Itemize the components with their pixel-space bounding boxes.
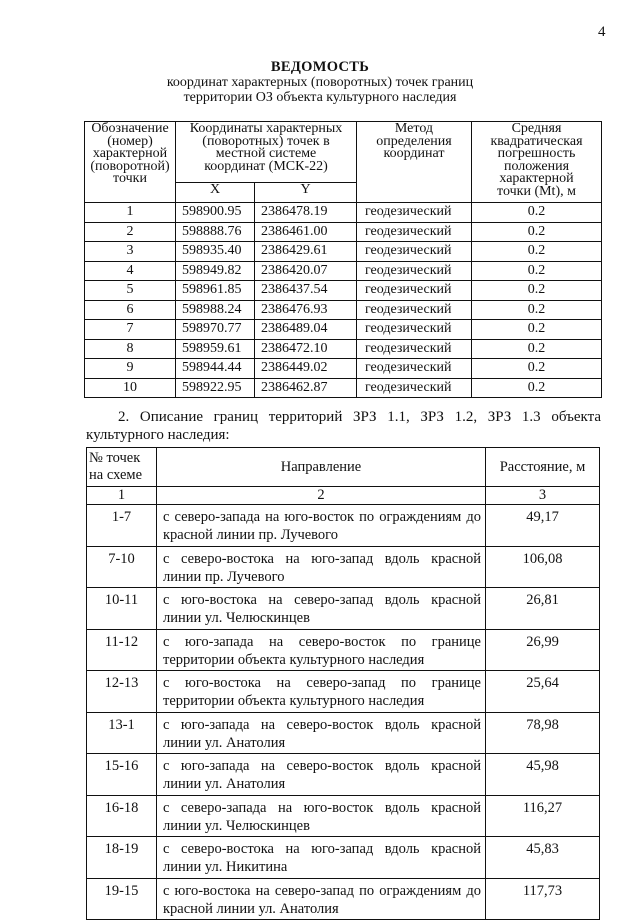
header-point-number: Обозначение (номер) характерной (поворотной) точки — [85, 122, 176, 203]
direction-cell: с северо-востока на юго-запад вдоль красной линии ул. Никитина — [157, 837, 486, 879]
mean-error-cell: 0.2 — [472, 339, 602, 359]
direction-cell: с юго-запада на северо-восток вдоль красной линии ул. Анатолия — [157, 754, 486, 796]
method-cell: геодезический — [357, 359, 472, 379]
table-row — [87, 795, 600, 837]
direction-cell: с юго-запада на северо-восток вдоль красной линии ул. Анатолия — [157, 712, 486, 754]
direction-cell: с северо-запада на юго-восток вдоль красной линии ул. Челюскинцев — [157, 795, 486, 837]
distance-cell: 25,64 — [486, 671, 600, 713]
method-cell: геодезический — [357, 378, 472, 398]
point-number-cell: 5 — [85, 281, 176, 301]
distance-cell: 45,83 — [486, 837, 600, 879]
distance-cell: 45,98 — [486, 754, 600, 796]
column-number-2: 2 — [157, 487, 486, 505]
table-row — [87, 837, 600, 879]
points-cell: 19-15 — [87, 878, 157, 920]
method-cell: геодезический — [357, 320, 472, 340]
method-cell: геодезический — [357, 203, 472, 223]
table-row — [85, 222, 602, 242]
column-number-1: 1 — [87, 487, 157, 505]
points-cell: 15-16 — [87, 754, 157, 796]
y-coordinate-cell: 2386462.87 — [255, 378, 357, 398]
y-coordinate-cell: 2386489.04 — [255, 320, 357, 340]
method-cell: геодезический — [357, 242, 472, 262]
point-number-cell: 1 — [85, 203, 176, 223]
header-mean-error: Средняя квадратическая погрешность положения характерной точки (Mt), м — [472, 122, 602, 203]
y-coordinate-cell: 2386420.07 — [255, 261, 357, 281]
page-number: 4 — [598, 24, 606, 40]
header-method: Метод определения координат — [357, 122, 472, 203]
table-row — [85, 261, 602, 281]
distance-cell: 117,73 — [486, 878, 600, 920]
x-coordinate-cell: 598935.40 — [176, 242, 255, 262]
y-coordinate-cell: 2386437.54 — [255, 281, 357, 301]
table-row — [85, 359, 602, 379]
distance-cell: 78,98 — [486, 712, 600, 754]
x-coordinate-cell: 598961.85 — [176, 281, 255, 301]
section-2-line-1: 2. Описание границ территорий ЗРЗ 1.1, ЗРЗ 1.2, ЗРЗ 1.3 объекта — [118, 409, 601, 425]
table-row — [87, 878, 600, 920]
header-y: Y — [255, 183, 357, 203]
distance-cell: 26,99 — [486, 629, 600, 671]
points-cell: 1-7 — [87, 505, 157, 547]
title-main: ВЕДОМОСТЬ — [270, 59, 370, 75]
points-cell: 16-18 — [87, 795, 157, 837]
x-coordinate-cell: 598949.82 — [176, 261, 255, 281]
title-line-2: координат характерных (поворотных) точек границ — [166, 75, 474, 90]
mean-error-cell: 0.2 — [472, 300, 602, 320]
point-number-cell: 10 — [85, 378, 176, 398]
direction-cell: с северо-востока на юго-запад вдоль красной линии пр. Лучевого — [157, 546, 486, 588]
header-coordinates: Координаты характерных (поворотных) точек в местной системе координат (МСК-22) — [176, 122, 357, 183]
table-row — [85, 300, 602, 320]
direction-cell: с юго-запада на северо-восток по границе территории объекта культурного наследия — [157, 629, 486, 671]
header-x: X — [176, 183, 255, 203]
document-title — [0, 60, 640, 105]
direction-cell: с юго-востока на северо-запад вдоль красной линии ул. Челюскинцев — [157, 588, 486, 630]
method-cell: геодезический — [357, 300, 472, 320]
method-cell: геодезический — [357, 222, 472, 242]
x-coordinate-cell: 598900.95 — [176, 203, 255, 223]
table-row — [85, 378, 602, 398]
y-coordinate-cell: 2386472.10 — [255, 339, 357, 359]
point-number-cell: 2 — [85, 222, 176, 242]
points-cell: 18-19 — [87, 837, 157, 879]
table-row — [87, 712, 600, 754]
coordinates-table — [84, 121, 602, 398]
point-number-cell: 9 — [85, 359, 176, 379]
x-coordinate-cell: 598959.61 — [176, 339, 255, 359]
points-cell: 13-1 — [87, 712, 157, 754]
mean-error-cell: 0.2 — [472, 203, 602, 223]
column-number-3: 3 — [486, 487, 600, 505]
points-cell: 7-10 — [87, 546, 157, 588]
x-coordinate-cell: 598970.77 — [176, 320, 255, 340]
distance-cell: 49,17 — [486, 505, 600, 547]
distance-cell: 106,08 — [486, 546, 600, 588]
y-coordinate-cell: 2386476.93 — [255, 300, 357, 320]
table-row — [85, 203, 602, 223]
mean-error-cell: 0.2 — [472, 320, 602, 340]
section-2-heading — [86, 408, 601, 444]
x-coordinate-cell: 598944.44 — [176, 359, 255, 379]
mean-error-cell: 0.2 — [472, 359, 602, 379]
direction-cell: с юго-востока на северо-запад по границе территории объекта культурного наследия — [157, 671, 486, 713]
method-cell: геодезический — [357, 281, 472, 301]
method-cell: геодезический — [357, 339, 472, 359]
distance-cell: 26,81 — [486, 588, 600, 630]
mean-error-cell: 0.2 — [472, 261, 602, 281]
y-coordinate-cell: 2386461.00 — [255, 222, 357, 242]
mean-error-cell: 0.2 — [472, 222, 602, 242]
mean-error-cell: 0.2 — [472, 242, 602, 262]
table-row — [87, 546, 600, 588]
y-coordinate-cell: 2386429.61 — [255, 242, 357, 262]
table-row — [87, 754, 600, 796]
direction-cell: с юго-востока на северо-запад по ограждениям до красной линии ул. Анатолия — [157, 878, 486, 920]
x-coordinate-cell: 598888.76 — [176, 222, 255, 242]
mean-error-cell: 0.2 — [472, 378, 602, 398]
direction-cell: с северо-запада на юго-восток по ограждениям до красной линии пр. Лучевого — [157, 505, 486, 547]
table-row — [87, 671, 600, 713]
points-cell: 12-13 — [87, 671, 157, 713]
table-row — [85, 339, 602, 359]
point-number-cell: 8 — [85, 339, 176, 359]
method-cell: геодезический — [357, 261, 472, 281]
table-row — [87, 629, 600, 671]
distance-cell: 116,27 — [486, 795, 600, 837]
header-points-on-scheme: № точек на схеме — [87, 448, 157, 487]
table-row — [85, 320, 602, 340]
section-2-line-2: культурного наследия: — [86, 427, 230, 443]
x-coordinate-cell: 598922.95 — [176, 378, 255, 398]
table-row — [87, 588, 600, 630]
points-cell: 10-11 — [87, 588, 157, 630]
y-coordinate-cell: 2386478.19 — [255, 203, 357, 223]
title-line-3: территории ОЗ объекта культурного наследия — [183, 90, 457, 105]
y-coordinate-cell: 2386449.02 — [255, 359, 357, 379]
point-number-cell: 7 — [85, 320, 176, 340]
table-row — [87, 505, 600, 547]
x-coordinate-cell: 598988.24 — [176, 300, 255, 320]
points-cell: 11-12 — [87, 629, 157, 671]
table-row — [85, 242, 602, 262]
point-number-cell: 6 — [85, 300, 176, 320]
point-number-cell: 3 — [85, 242, 176, 262]
boundary-description-table — [86, 447, 600, 920]
header-direction: Направление — [157, 448, 486, 487]
point-number-cell: 4 — [85, 261, 176, 281]
mean-error-cell: 0.2 — [472, 281, 602, 301]
table-row — [85, 281, 602, 301]
header-distance: Расстояние, м — [486, 448, 600, 487]
